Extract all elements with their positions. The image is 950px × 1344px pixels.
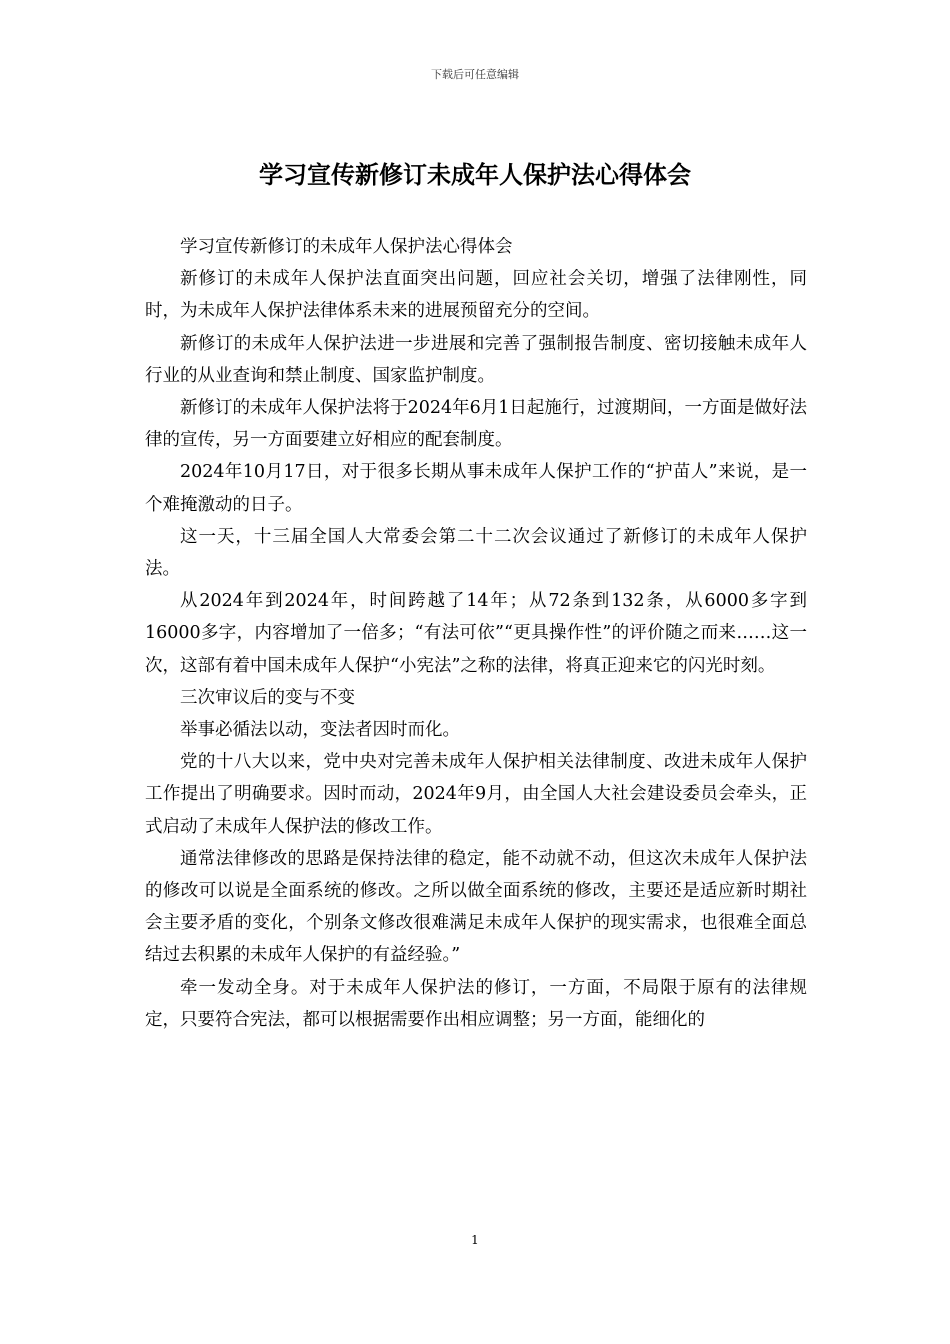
header-note: 下载后可任意编辑 [431, 68, 519, 81]
paragraph: 新修订的未成年人保护法直面突出问题，回应社会关切，增强了法律刚性，同时，为未成年人保护法律体系未来的进展预留充分的空间。 [145, 269, 807, 322]
paragraph: 牵一发动全身。对于未成年人保护法的修订，一方面，不局限于原有的法律规定，只要符合宪法，都可以根据需要作出相应调整；另一方面，能细化的 [145, 977, 807, 1030]
paragraph: 通常法律修改的思路是保持法律的稳定，能不动就不动，但这次未成年人保护法的修改可以说是全面系统的修改。之所以做全面系统的修改，主要还是适应新时期社会主要矛盾的变化，个别条文修改很难满足未成年人保护的现实需求，也很难全面总结过去积累的未成年人保护的有益经验。” [145, 848, 807, 966]
paragraph: 新修订的未成年人保护法将于2024年6月1日起施行，过渡期间，一方面是做好法律的宣传，另一方面要建立好相应的配套制度。 [145, 398, 807, 451]
paragraph: 党的十八大以来，党中央对完善未成年人保护相关法律制度、改进未成年人保护工作提出了明确要求。因时而动，2024年9月，由全国人大社会建设委员会牵头，正式启动了未成年人保护法的修改工作。 [145, 752, 807, 837]
document-title: 学习宣传新修订未成年人保护法心得体会 [259, 160, 691, 189]
paragraph-subtitle: 学习宣传新修订的未成年人保护法心得体会 [180, 237, 513, 257]
page-number: 1 [471, 1233, 479, 1247]
paragraph: 新修订的未成年人保护法进一步进展和完善了强制报告制度、密切接触未成年人行业的从业查询和禁止制度、国家监护制度。 [145, 333, 807, 386]
paragraph: 从2024年到2024年，时间跨越了14年；从72条到132条，从6000多字到16000多字，内容增加了一倍多；“有法可依”“更具操作性”的评价随之而来……这一次，这部有着中国未成年人保护“小宪法”之称的法律，将真正迎来它的闪光时刻。 [145, 591, 807, 676]
document-body [145, 231, 807, 1036]
paragraph: 这一天，十三届全国人大常委会第二十二次会议通过了新修订的未成年人保护法。 [145, 526, 807, 580]
paragraph: 举事必循法以动，变法者因时而化。 [180, 720, 460, 741]
section-heading: 三次审议后的变与不变 [180, 687, 355, 708]
paragraph: 2024年10月17日，对于很多长期从事未成年人保护工作的“护苗人”来说，是一个难掩激动的日子。 [145, 462, 807, 515]
